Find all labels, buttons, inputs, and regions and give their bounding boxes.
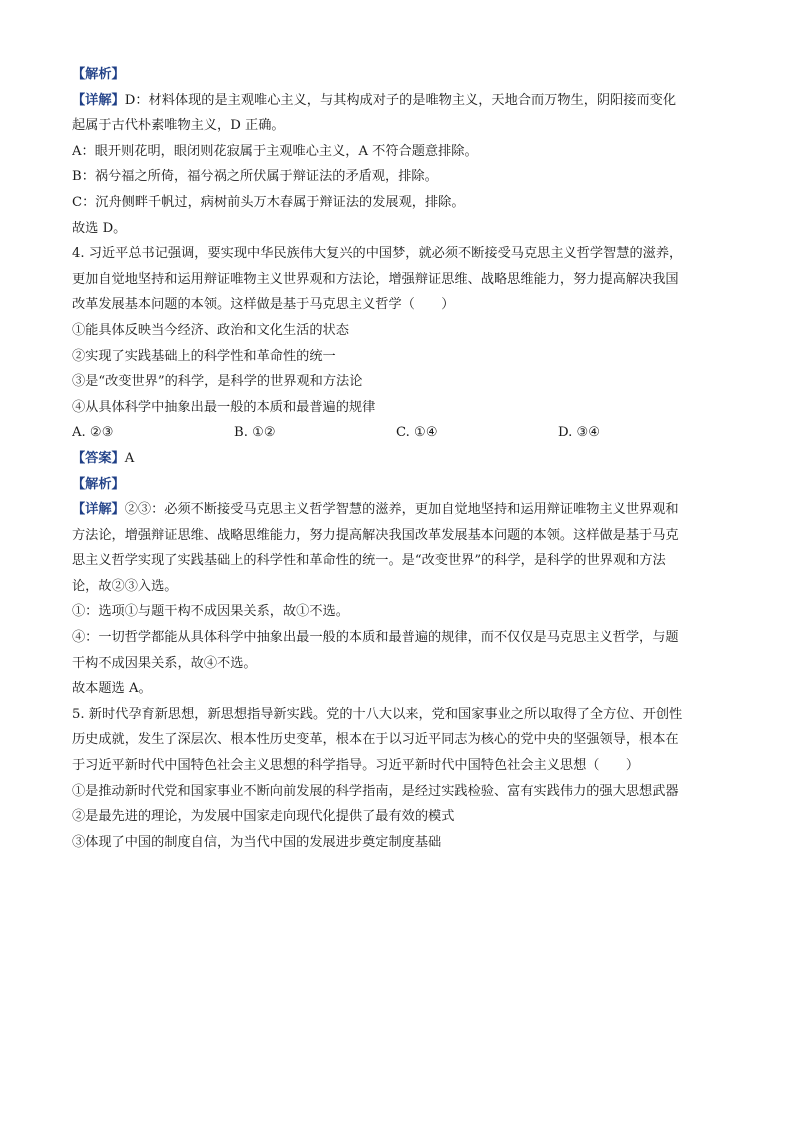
q4-stem-line-3: 改革发展基本问题的本领。这样做是基于马克思主义哲学（ ） bbox=[72, 297, 455, 313]
q3-detail-text-1: D：材料体现的是主观唯心主义，与其构成对子的是唯物主义，天地合而万物生，阴阳接而变化 bbox=[124, 92, 677, 108]
q3-analysis-tag: 【解析】 bbox=[72, 67, 125, 82]
q4-statement-1-analysis: ①：选项①与题干构不成因果关系，故①不选。 bbox=[72, 604, 349, 620]
q4-detail-tag: 【详解】 bbox=[72, 502, 125, 518]
q4-statement-1: ①能具体反映当今经济、政治和文化生活的状态 bbox=[72, 322, 349, 338]
q4-analysis-tag: 【解析】 bbox=[72, 476, 125, 492]
q4-answer-value: A bbox=[124, 450, 135, 466]
q3-option-b-analysis: B：祸兮福之所倚，福兮祸之所伏属于辩证法的矛盾观，排除。 bbox=[72, 169, 438, 185]
q4-statement-4-analysis-line-1: ④：一切哲学都能从具体科学中抽象出最一般的本质和最普遍的规律，而不仅仅是马克思主义哲学，与题 bbox=[72, 630, 679, 646]
q4-statement-3: ③是“改变世界”的科学，是科学的世界观和方法论 bbox=[72, 374, 363, 390]
q4-options bbox=[72, 420, 722, 446]
q4-stem-line-2: 更加自觉地坚持和运用辩证唯物主义世界观和方法论，增强辩证思维、战略思维能力，努力提高解决我国 bbox=[72, 271, 679, 287]
q5-stem-line-1: 5. 新时代孕育新思想，新思想指导新实践。党的十八大以来，党和国家事业之所以取得了全方位、开创性 bbox=[72, 706, 683, 722]
q3-option-a-analysis: A：眼开则花明，眼闭则花寂属于主观唯心主义，A 不符合题意排除。 bbox=[72, 143, 478, 159]
q5-statement-2: ②是最先进的理论，为发展中国家走向现代化提供了最有效的模式 bbox=[72, 809, 455, 825]
document-page bbox=[72, 62, 722, 855]
q5-statement-3: ③体现了中国的制度自信，为当代中国的发展进步奠定制度基础 bbox=[72, 834, 442, 850]
q4-statement-4: ④从具体科学中抽象出最一般的本质和最普遍的规律 bbox=[72, 399, 376, 415]
q4-conclusion: 故本题选 A。 bbox=[72, 681, 152, 697]
q4-stem-line-1: 4. 习近平总书记强调，要实现中华民族伟大复兴的中国梦，就必须不断接受马克思主义哲学智慧的滋养， bbox=[72, 246, 683, 262]
q3-detail-tag: 【详解】 bbox=[72, 92, 125, 108]
q3-detail-line-1 bbox=[72, 88, 722, 114]
q3-detail-line-2: 起属于古代朴素唯物主义，D 正确。 bbox=[72, 118, 285, 134]
q4-option-c: C. ①④ bbox=[396, 425, 438, 441]
q3-conclusion: 故选 D。 bbox=[72, 220, 127, 236]
q4-answer-line bbox=[72, 446, 722, 472]
q5-stem-line-3: 于习近平新时代中国特色社会主义思想的科学指导。习近平新时代中国特色社会主义思想（ ） bbox=[72, 758, 640, 774]
q4-detail-line-1 bbox=[72, 497, 722, 523]
q4-detail-text-1: ②③：必须不断接受马克思主义哲学智慧的滋养，更加自觉地坚持和运用辩证唯物主义世界观和 bbox=[124, 502, 679, 518]
q5-statement-1: ①是推动新时代党和国家事业不断向前发展的科学指南，是经过实践检验、富有实践伟力的强大思想武器 bbox=[72, 783, 679, 799]
q4-statement-2: ②实现了实践基础上的科学性和革命性的统一 bbox=[72, 348, 336, 364]
q4-answer-tag: 【答案】 bbox=[72, 450, 125, 466]
q4-detail-line-4: 论，故②③入选。 bbox=[72, 578, 178, 594]
q4-option-a: A. ②③ bbox=[72, 425, 114, 441]
q3-option-c-analysis: C：沉舟侧畔千帆过，病树前头万木春属于辩证法的发展观，排除。 bbox=[72, 194, 465, 210]
q4-statement-4-analysis-line-2: 干构不成因果关系，故④不选。 bbox=[72, 655, 257, 671]
q5-stem-line-2: 历史成就，发生了深层次、根本性历史变革，根本在于以习近平同志为核心的党中央的坚强领导，根本在 bbox=[72, 732, 679, 748]
q4-option-d: D. ③④ bbox=[558, 425, 601, 441]
q4-option-b: B. ①② bbox=[234, 425, 276, 441]
q4-detail-line-3: 思主义哲学实现了实践基础上的科学性和革命性的统一。是“改变世界”的科学，是科学的世界观和方法 bbox=[72, 553, 666, 569]
q4-detail-line-2: 方法论，增强辩证思维、战略思维能力，努力提高解决我国改革发展基本问题的本领。这样做是基于马克 bbox=[72, 527, 679, 543]
